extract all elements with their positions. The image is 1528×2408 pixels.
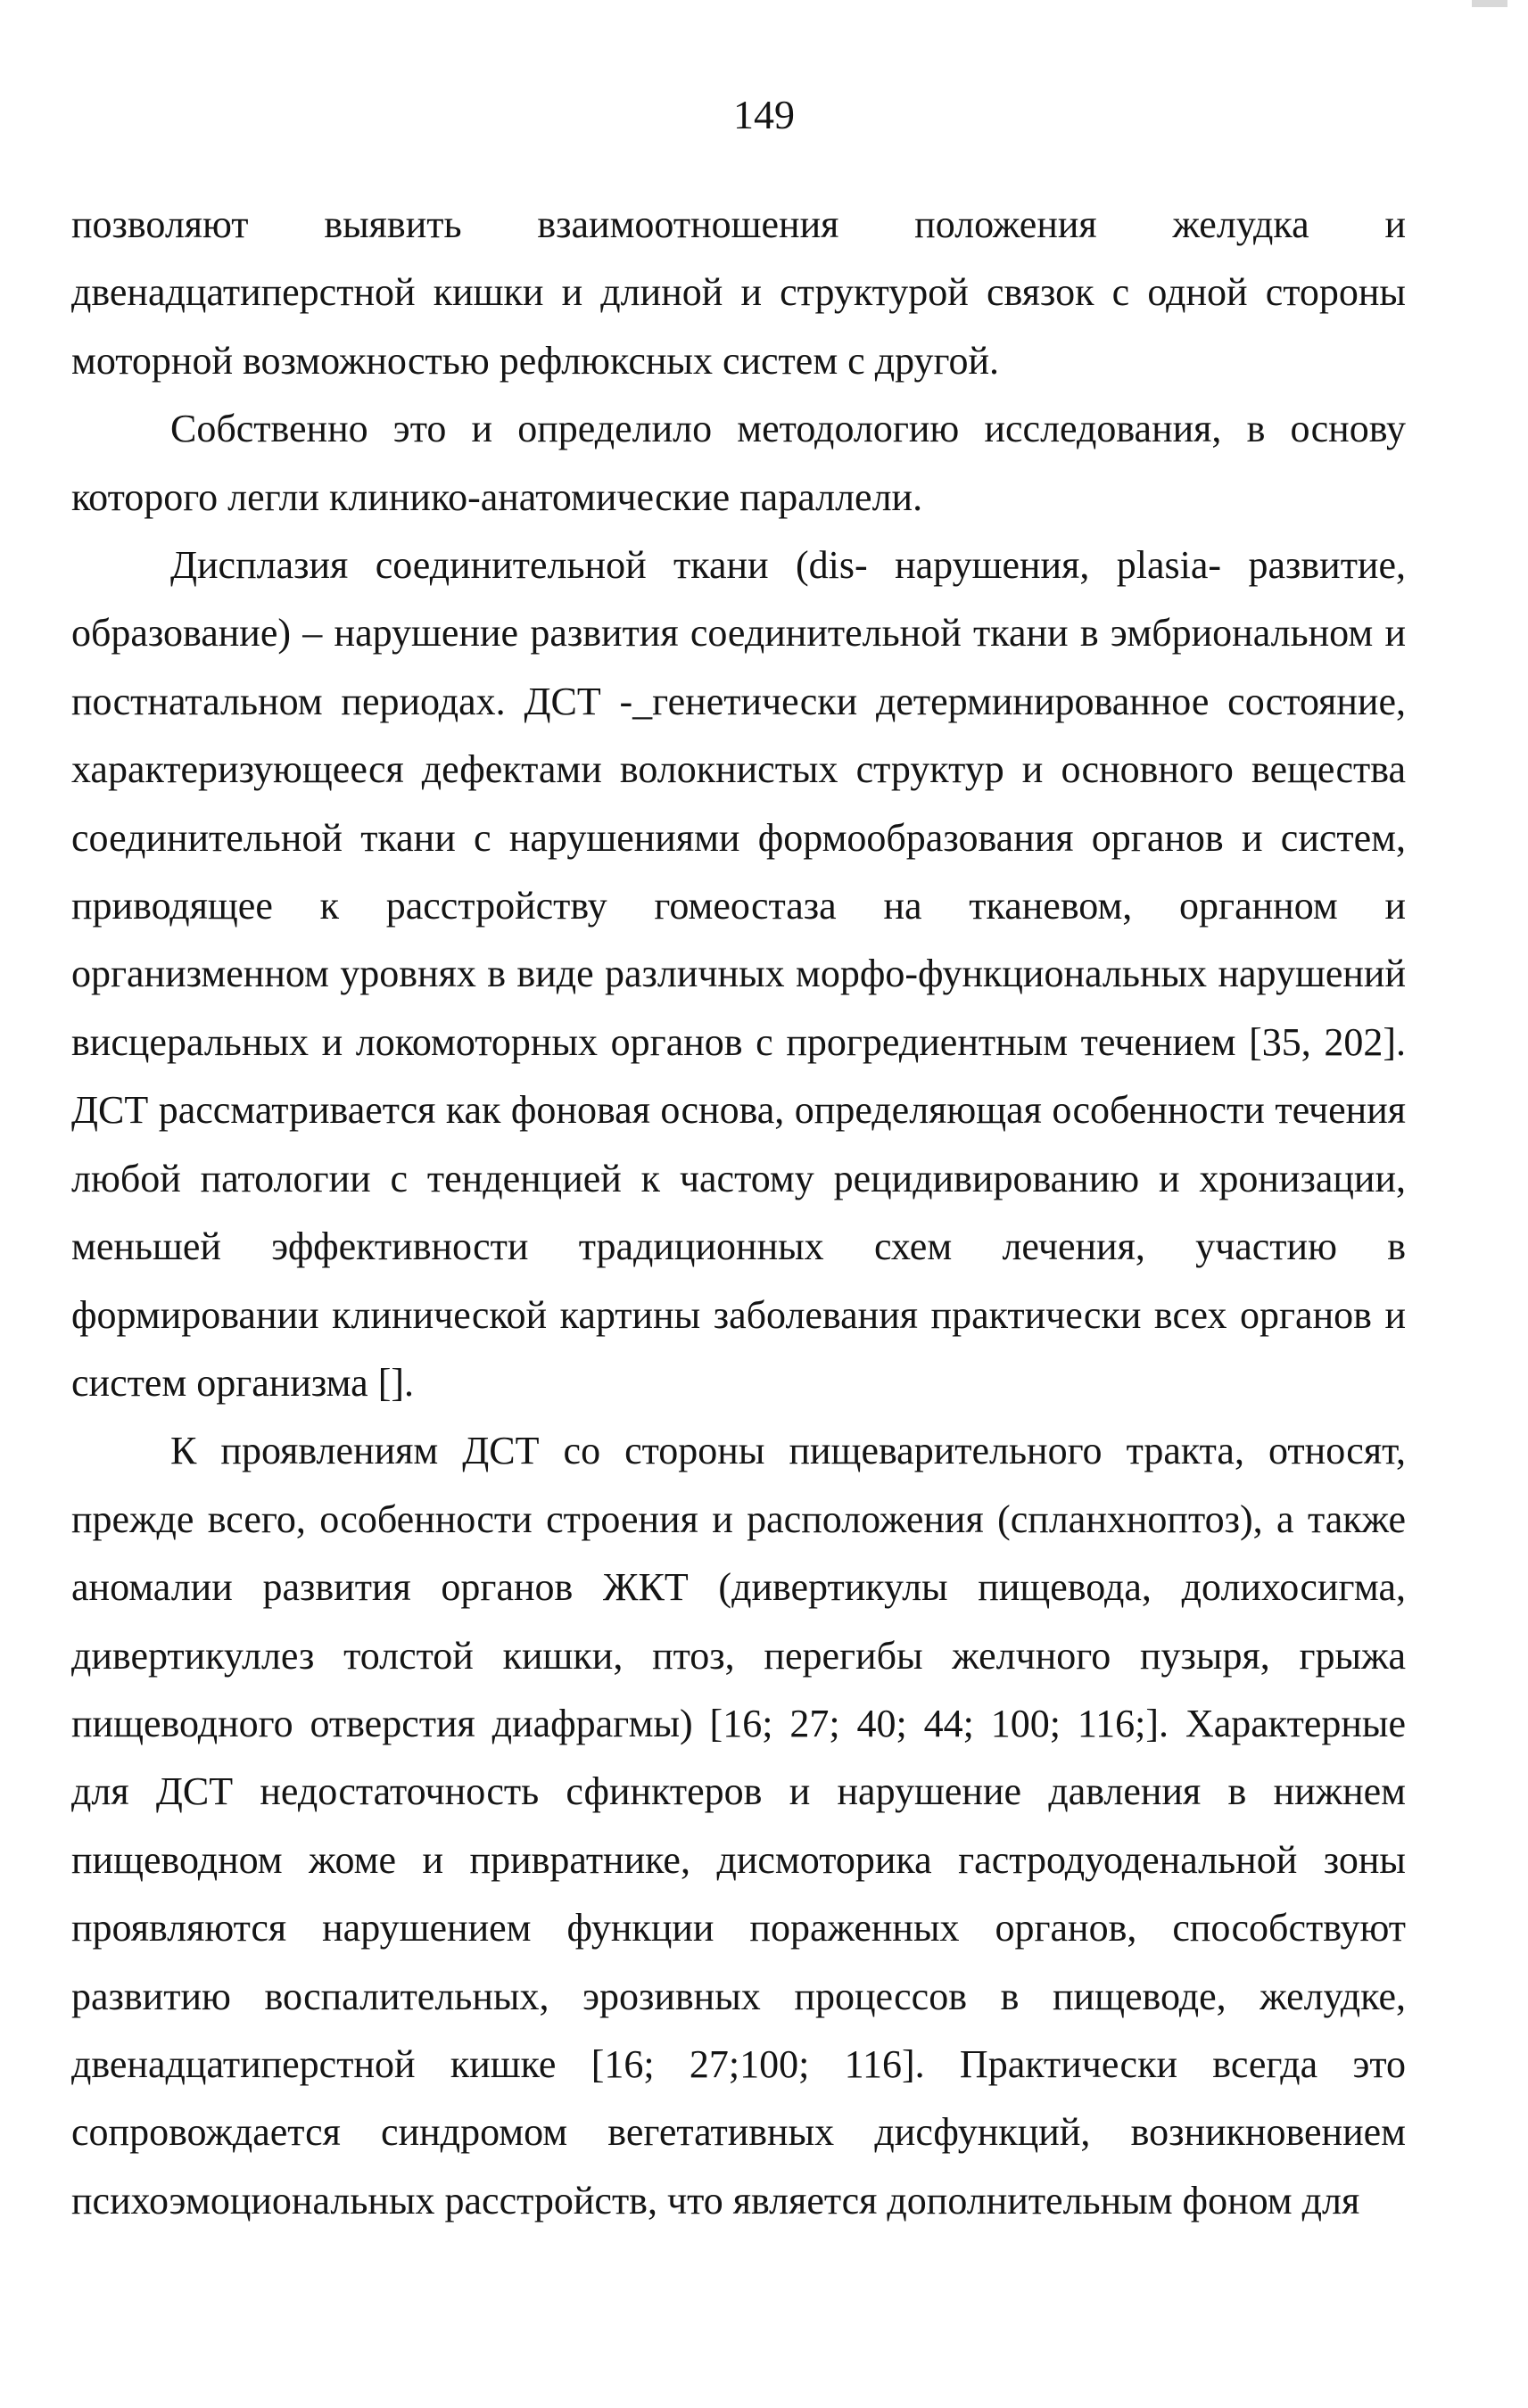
page-number: 149	[733, 92, 795, 137]
scan-edge-mark	[1472, 0, 1507, 7]
paragraph-1: позволяют выявить взаимоотношения положения желудка и двенадцатиперстной кишки и длиной и структурой связок с одной стороны моторной возможностью рефлюксных систем с другой.	[71, 202, 1406, 383]
paragraph-3: Дисплазия соединительной ткани (dis- нарушения, plasia- развитие, образование) – нарушение развития соединительной ткани в эмбриональном и постнатальном периодах. ДСТ -_генетически детерминированное состояние, характеризующееся дефектами волокнистых структур и основного вещества соединительной ткани с нарушениями формообразования органов и систем, приводящее к расстройству гомеостаза на тканевом, органном и организменном уровнях в виде различных морфо-функциональных нарушений висцеральных и локомоторных органов с прогредиентным течением [35, 202]. ДСТ рассматривается как фоновая основа, определяющая особенности течения любой патологии с тенденцией к частому рецидивированию и хронизации, меньшей эффективности традиционных схем лечения, участию в формировании клинической картины заболевания практически всех органов и систем организма [].	[71, 543, 1406, 1405]
paragraph-2: Собственно это и определило методологию исследования, в основу которого легли клинико-анатомические параллели.	[71, 407, 1406, 519]
document-body	[71, 191, 1406, 2235]
paragraph-4: К проявлениям ДСТ со стороны пищеварительного тракта, относят, прежде всего, особенности строения и расположения (спланхноптоз), а также аномалии развития органов ЖКТ (дивертикулы пищевода, долихосигма, дивертикуллез толстой кишки, птоз, перегибы желчного пузыря, грыжа пищеводного отверстия диафрагмы) [16; 27; 40; 44; 100; 116;]. Характерные для ДСТ недостаточность сфинктеров и нарушение давления в нижнем пищеводном жоме и привратнике, дисмоторика гастродуоденальной зоны проявляются нарушением функции пораженных органов, способствуют развитию воспалительных, эрозивных процессов в пищеводе, желудке, двенадцатиперстной кишке [16; 27;100; 116]. Практически всегда это сопровождается синдромом вегетативных дисфункций, возникновением психоэмоциональных расстройств, что является дополнительным фоном для	[71, 1429, 1406, 2222]
